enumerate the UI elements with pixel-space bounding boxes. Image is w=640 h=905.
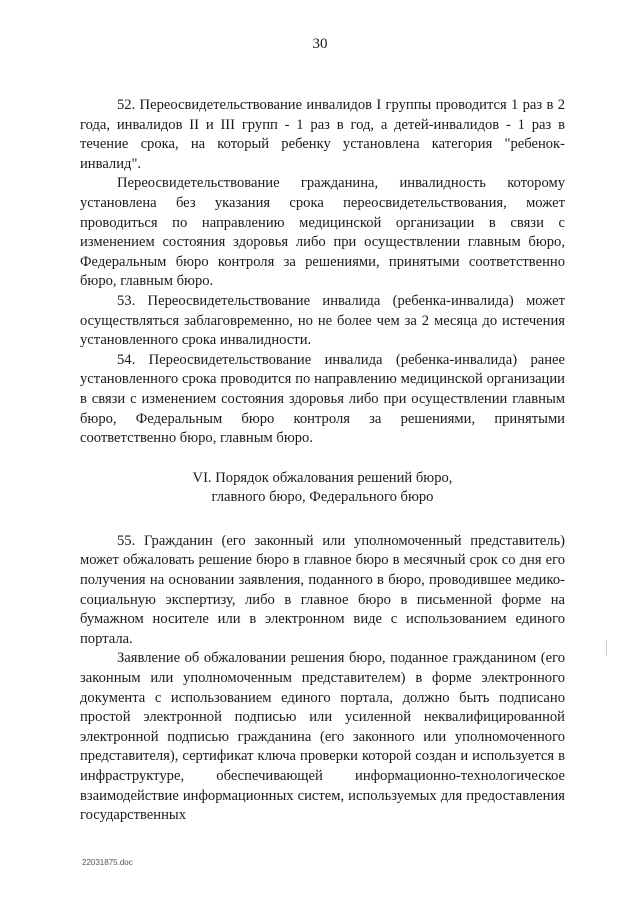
paragraph-55-continuation: Заявление об обжаловании решения бюро, поданное гражданином (его законным или уполномоченным представителем) в форме электронного документа с использованием единого портала, должно быть подписано простой электронной подписью или усиленной неквалифицированной электронной подписью гражданина (его законного или уполномоченного представителя), сертификат ключа проверки которой создан и используется в инфраструктуре, обеспечивающей информационно-технологическое взаимодействие информационных систем, используемых для предоставления государственных <box>80 650 565 824</box>
footer-document-code: 22031875.doc <box>82 858 133 867</box>
section-heading-line-1: VI. Порядок обжалования решений бюро, <box>192 469 453 486</box>
margin-mark <box>606 640 607 656</box>
section-heading <box>80 469 565 508</box>
paragraph-52: 52. Переосвидетельствование инвалидов I группы проводится 1 раз в 2 года, инвалидов II и III групп - 1 раз в год, а детей-инвалидов - 1 раз в течение срока, на который ребенку установлена категория "ребенок-инвалид". <box>80 97 565 172</box>
paragraph-54: 54. Переосвидетельствование инвалида (ребенка-инвалида) ранее установленного срока проводится по направлению медицинской организации в связи с изменением состояния здоровья либо при осуществлении главным бюро, Федеральным бюро контроля за решениями, принятыми соответственно бюро, главным бюро. <box>80 351 565 447</box>
paragraph-53: 53. Переосвидетельствование инвалида (ребенка-инвалида) может осуществляться заблаговременно, но не более чем за 2 месяца до истечения установленного срока инвалидности. <box>80 292 565 349</box>
section-heading-line-2: главного бюро, Федерального бюро <box>211 489 434 506</box>
paragraph-55: 55. Гражданин (его законный или уполномоченный представитель) может обжаловать решение бюро в главное бюро в месячный срок со дня его получения на основании заявления, поданного в бюро, проводившее медико-социальную экспертизу, либо в главное бюро в письменной форме на бумажном носителе или в электронном виде с использованием единого портала. <box>80 532 565 647</box>
paragraph-52-continuation: Переосвидетельствование гражданина, инвалидность которому установлена без указания срока переосвидетельствования, может проводиться по направлению медицинской организации в связи с изменением состояния здоровья либо при осуществлении главным бюро, Федеральным бюро контроля за решениями, принятыми соответственно бюро, главным бюро. <box>80 175 565 290</box>
page-number: 30 <box>312 36 328 52</box>
document-body <box>80 96 565 826</box>
